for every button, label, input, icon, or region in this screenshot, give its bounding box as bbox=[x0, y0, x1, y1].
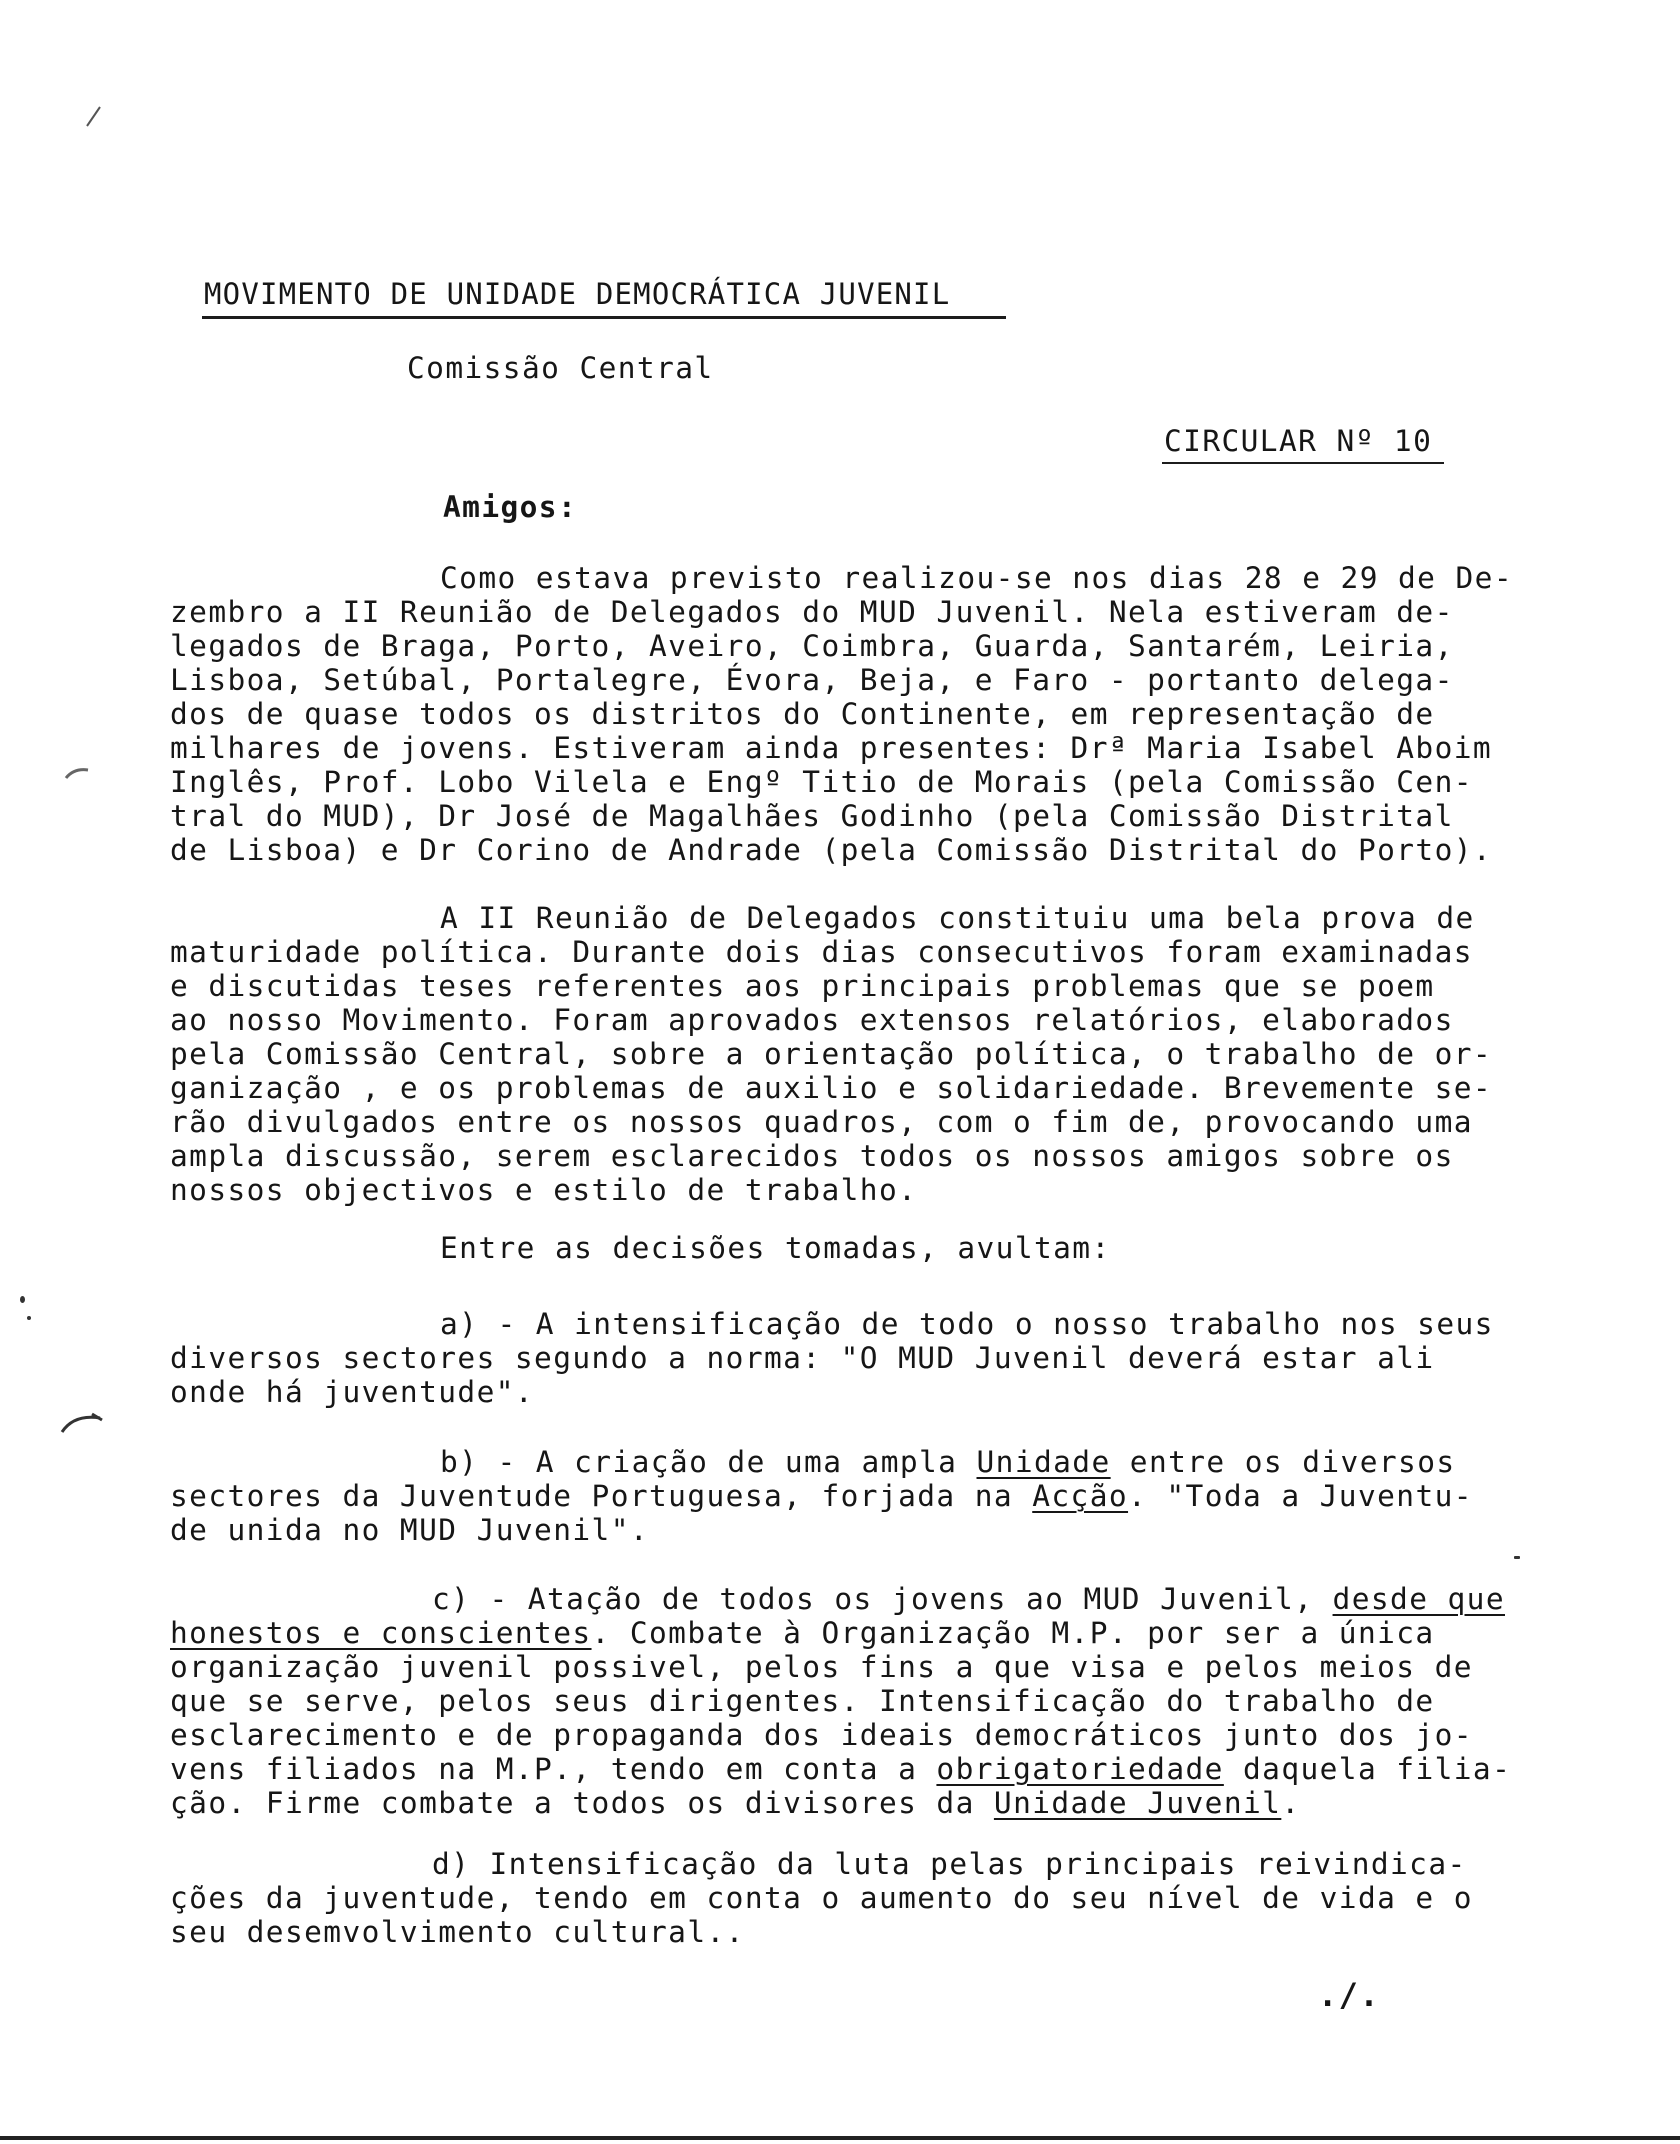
decision-item-b bbox=[170, 1445, 1570, 1547]
text-line bbox=[170, 1786, 1570, 1820]
text-line bbox=[170, 1445, 1570, 1479]
circular-number: CIRCULAR Nº 10 bbox=[1164, 424, 1433, 458]
text-run: vens filiados na M.P., tendo em conta a bbox=[170, 1752, 937, 1786]
text-line: milhares de jovens. Estiveram ainda presentes: Drª Maria Isabel Aboim bbox=[170, 731, 1493, 765]
heading-underline bbox=[202, 316, 1006, 319]
text-line: onde há juventude". bbox=[170, 1375, 535, 1409]
text-line: maturidade política. Durante dois dias consecutivos foram examinadas bbox=[170, 935, 1473, 969]
text-run: b) - A criação de uma ampla bbox=[440, 1445, 977, 1479]
text-line: e discutidas teses referentes aos principais problemas que se poem bbox=[170, 969, 1435, 1003]
text-line: ao nosso Movimento. Foram aprovados extensos relatórios, elaborados bbox=[170, 1003, 1454, 1037]
ink-speck bbox=[27, 1316, 31, 1320]
paragraph-meeting-report bbox=[170, 561, 1570, 867]
ink-speck bbox=[1514, 1556, 1520, 1559]
text-run: . Combate à Organização M.P. por ser a única bbox=[591, 1616, 1435, 1650]
text-run: entre os diversos bbox=[1110, 1445, 1456, 1479]
text-line: a) - A intensificação de todo o nosso trabalho nos seus bbox=[440, 1307, 1494, 1341]
decision-item-c bbox=[170, 1582, 1570, 1820]
text-run: sectores da Juventude Portuguesa, forjada na bbox=[170, 1479, 1033, 1513]
text-line: organização juvenil possivel, pelos fins a que visa e pelos meios de bbox=[170, 1650, 1473, 1684]
text-line: Lisboa, Setúbal, Portalegre, Évora, Beja, e Faro - portanto delega- bbox=[170, 663, 1454, 697]
text-line: diversos sectores segundo a norma: "O MUD Juvenil deverá estar ali bbox=[170, 1341, 1435, 1375]
text-line: d) Intensificação da luta pelas principais reivindica- bbox=[432, 1847, 1467, 1881]
text-line: nossos objectivos e estilo de trabalho. bbox=[170, 1173, 918, 1207]
underlined-term: desde que bbox=[1332, 1582, 1505, 1616]
pen-stroke-mark bbox=[84, 104, 104, 128]
text-line bbox=[170, 1752, 1570, 1786]
decision-item-a bbox=[170, 1307, 1570, 1409]
text-line: Como estava previsto realizou-se nos dias 28 e 29 de De- bbox=[440, 561, 1513, 595]
binder-hole-mark bbox=[64, 766, 90, 782]
text-run: . bbox=[1281, 1786, 1301, 1820]
underlined-term: obrigatoriedade bbox=[936, 1752, 1224, 1786]
text-line: ções da juventude, tendo em conta o aumento do seu nível de vida e o bbox=[170, 1881, 1473, 1915]
text-line: de unida no MUD Juvenil". bbox=[170, 1513, 650, 1547]
text-line: zembro a II Reunião de Delegados do MUD Juvenil. Nela estiveram de- bbox=[170, 595, 1454, 629]
salutation: Amigos: bbox=[443, 490, 578, 524]
text-line: tral do MUD), Dr José de Magalhães Godinho (pela Comissão Distrital bbox=[170, 799, 1454, 833]
text-line: seu desemvolvimento cultural.. bbox=[170, 1915, 745, 1949]
paragraph-political-maturity bbox=[170, 901, 1570, 1207]
binder-hole-mark bbox=[60, 1408, 104, 1436]
underlined-term: Acção bbox=[1032, 1479, 1129, 1513]
scan-bottom-edge bbox=[0, 2136, 1680, 2140]
circular-underline bbox=[1162, 462, 1444, 464]
text-line: esclarecimento e de propaganda dos ideais democráticos junto dos jo- bbox=[170, 1718, 1473, 1752]
text-line: legados de Braga, Porto, Aveiro, Coimbra, Guarda, Santarém, Leiria, bbox=[170, 629, 1454, 663]
text-line bbox=[170, 1616, 1570, 1650]
text-line bbox=[170, 1582, 1570, 1616]
text-run: . "Toda a Juventu- bbox=[1128, 1479, 1473, 1513]
text-line bbox=[170, 1479, 1570, 1513]
text-line: pela Comissão Central, sobre a orientação política, o trabalho de or- bbox=[170, 1037, 1493, 1071]
text-run: daquela filia- bbox=[1223, 1752, 1512, 1786]
page-continues-mark: ./. bbox=[1318, 1976, 1380, 2014]
underlined-term: Unidade Juvenil bbox=[993, 1786, 1282, 1820]
ink-speck bbox=[20, 1296, 25, 1303]
text-line: A II Reunião de Delegados constituiu uma bela prova de bbox=[440, 901, 1475, 935]
text-line: ampla discussão, serem esclarecidos todos os nossos amigos sobre os bbox=[170, 1139, 1454, 1173]
text-run: ção. Firme combate a todos os divisores da bbox=[170, 1786, 994, 1820]
document-heading: MOVIMENTO DE UNIDADE DEMOCRÁTICA JUVENIL bbox=[204, 277, 951, 311]
underlined-term: honestos e conscientes bbox=[170, 1616, 592, 1650]
text-line: ganização , e os problemas de auxilio e solidariedade. Brevemente se- bbox=[170, 1071, 1493, 1105]
decisions-intro bbox=[170, 1231, 1570, 1265]
text-line: Inglês, Prof. Lobo Vilela e Engº Titio de Morais (pela Comissão Cen- bbox=[170, 765, 1473, 799]
text-line: dos de quase todos os distritos do Continente, em representação de bbox=[170, 697, 1435, 731]
decision-item-d bbox=[170, 1847, 1570, 1949]
text-line: que se serve, pelos seus dirigentes. Intensificação do trabalho de bbox=[170, 1684, 1435, 1718]
text-line: Entre as decisões tomadas, avultam: bbox=[440, 1231, 1111, 1265]
text-line: rão divulgados entre os nossos quadros, com o fim de, provocando uma bbox=[170, 1105, 1473, 1139]
underlined-term: Unidade bbox=[976, 1445, 1111, 1479]
committee-name: Comissão Central bbox=[407, 351, 714, 385]
text-run: c) - Atação de todos os jovens ao MUD Juvenil, bbox=[432, 1582, 1333, 1616]
text-line: de Lisboa) e Dr Corino de Andrade (pela Comissão Distrital do Porto). bbox=[170, 833, 1493, 867]
